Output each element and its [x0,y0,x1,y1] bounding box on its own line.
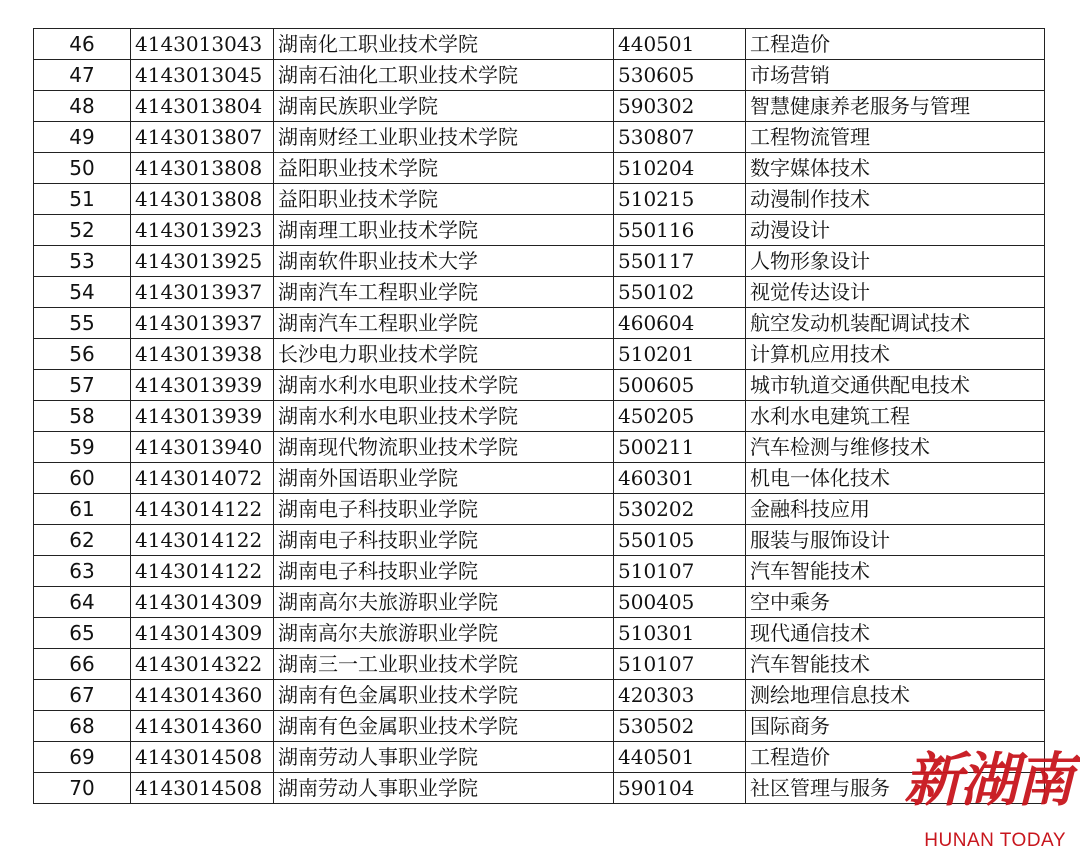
school-major-table [33,28,1045,804]
major-name-cell: 动漫制作技术 [746,184,1045,215]
row-number: 68 [34,711,131,742]
school-name-cell: 湖南化工职业技术学院 [274,29,614,60]
school-code-cell: 4143013807 [131,122,274,153]
school-code-cell: 4143014309 [131,618,274,649]
school-code-cell: 4143014360 [131,711,274,742]
table-row [34,308,1045,339]
school-name-cell: 湖南高尔夫旅游职业学院 [274,587,614,618]
school-name-cell: 湖南有色金属职业技术学院 [274,680,614,711]
school-name-cell: 长沙电力职业技术学院 [274,339,614,370]
school-name-cell: 湖南电子科技职业学院 [274,525,614,556]
major-name-cell: 汽车检测与维修技术 [746,432,1045,463]
row-number: 57 [34,370,131,401]
row-number: 70 [34,773,131,804]
table-row [34,525,1045,556]
major-name-cell: 机电一体化技术 [746,463,1045,494]
table-row [34,649,1045,680]
row-number: 48 [34,91,131,122]
table-row [34,60,1045,91]
table-row [34,587,1045,618]
major-name-cell: 市场营销 [746,60,1045,91]
row-number: 69 [34,742,131,773]
school-name-cell: 湖南外国语职业学院 [274,463,614,494]
table-row [34,153,1045,184]
major-name-cell: 金融科技应用 [746,494,1045,525]
major-name-cell: 社区管理与服务 [746,773,1045,804]
school-code-cell: 4143013937 [131,308,274,339]
row-number: 64 [34,587,131,618]
major-code-cell: 510215 [614,184,746,215]
row-number: 56 [34,339,131,370]
table-row [34,29,1045,60]
row-number: 46 [34,29,131,60]
major-code-cell: 450205 [614,401,746,432]
major-code-cell: 550105 [614,525,746,556]
major-code-cell: 510204 [614,153,746,184]
school-name-cell: 湖南电子科技职业学院 [274,556,614,587]
school-code-cell: 4143014122 [131,494,274,525]
school-name-cell: 湖南理工职业技术学院 [274,215,614,246]
major-code-cell: 460604 [614,308,746,339]
major-code-cell: 590302 [614,91,746,122]
table-row [34,556,1045,587]
school-code-cell: 4143014309 [131,587,274,618]
school-code-cell: 4143014072 [131,463,274,494]
table-row [34,463,1045,494]
watermark-brand-en: HUNAN TODAY [924,830,1066,851]
school-name-cell: 湖南软件职业技术大学 [274,246,614,277]
row-number: 52 [34,215,131,246]
school-code-cell: 4143013923 [131,215,274,246]
document-sheet [33,28,1045,804]
major-name-cell: 视觉传达设计 [746,277,1045,308]
table-row [34,370,1045,401]
major-code-cell: 500405 [614,587,746,618]
major-code-cell: 500605 [614,370,746,401]
school-name-cell: 湖南电子科技职业学院 [274,494,614,525]
row-number: 59 [34,432,131,463]
school-code-cell: 4143013804 [131,91,274,122]
major-code-cell: 530202 [614,494,746,525]
school-name-cell: 湖南有色金属职业技术学院 [274,711,614,742]
table-body [34,29,1045,804]
major-name-cell: 国际商务 [746,711,1045,742]
row-number: 53 [34,246,131,277]
row-number: 54 [34,277,131,308]
major-code-cell: 440501 [614,742,746,773]
table-row [34,401,1045,432]
row-number: 67 [34,680,131,711]
school-name-cell: 湖南现代物流职业技术学院 [274,432,614,463]
school-name-cell: 湖南汽车工程职业学院 [274,277,614,308]
major-code-cell: 500211 [614,432,746,463]
major-code-cell: 420303 [614,680,746,711]
row-number: 66 [34,649,131,680]
major-name-cell: 测绘地理信息技术 [746,680,1045,711]
major-code-cell: 550117 [614,246,746,277]
school-name-cell: 湖南劳动人事职业学院 [274,742,614,773]
school-code-cell: 4143013808 [131,184,274,215]
major-code-cell: 590104 [614,773,746,804]
school-name-cell: 湖南三一工业职业技术学院 [274,649,614,680]
major-code-cell: 530807 [614,122,746,153]
row-number: 65 [34,618,131,649]
table-row [34,339,1045,370]
school-code-cell: 4143014322 [131,649,274,680]
major-code-cell: 440501 [614,29,746,60]
major-name-cell: 水利水电建筑工程 [746,401,1045,432]
major-name-cell: 工程造价 [746,742,1045,773]
table-row [34,277,1045,308]
school-code-cell: 4143014122 [131,525,274,556]
major-code-cell: 510301 [614,618,746,649]
table-row [34,680,1045,711]
major-name-cell: 空中乘务 [746,587,1045,618]
school-code-cell: 4143013939 [131,370,274,401]
school-name-cell: 湖南水利水电职业技术学院 [274,370,614,401]
row-number: 47 [34,60,131,91]
table-row [34,122,1045,153]
school-name-cell: 益阳职业技术学院 [274,153,614,184]
major-name-cell: 现代通信技术 [746,618,1045,649]
school-code-cell: 4143013925 [131,246,274,277]
major-code-cell: 510107 [614,556,746,587]
major-name-cell: 城市轨道交通供配电技术 [746,370,1045,401]
school-code-cell: 4143013939 [131,401,274,432]
school-name-cell: 湖南劳动人事职业学院 [274,773,614,804]
row-number: 61 [34,494,131,525]
major-name-cell: 人物形象设计 [746,246,1045,277]
school-code-cell: 4143013938 [131,339,274,370]
row-number: 62 [34,525,131,556]
major-code-cell: 530502 [614,711,746,742]
major-name-cell: 工程造价 [746,29,1045,60]
school-code-cell: 4143014508 [131,742,274,773]
major-name-cell: 计算机应用技术 [746,339,1045,370]
row-number: 63 [34,556,131,587]
major-name-cell: 数字媒体技术 [746,153,1045,184]
major-code-cell: 550116 [614,215,746,246]
major-name-cell: 汽车智能技术 [746,649,1045,680]
school-name-cell: 湖南水利水电职业技术学院 [274,401,614,432]
school-code-cell: 4143013940 [131,432,274,463]
watermark-brand-cn: 新湖南 [903,746,1072,814]
school-code-cell: 4143013937 [131,277,274,308]
table-row [34,91,1045,122]
row-number: 51 [34,184,131,215]
school-code-cell: 4143013045 [131,60,274,91]
school-code-cell: 4143013043 [131,29,274,60]
row-number: 49 [34,122,131,153]
major-name-cell: 智慧健康养老服务与管理 [746,91,1045,122]
school-code-cell: 4143014508 [131,773,274,804]
table-row [34,773,1045,804]
school-name-cell: 湖南民族职业学院 [274,91,614,122]
hunan-today-watermark [902,744,1074,856]
row-number: 60 [34,463,131,494]
row-number: 50 [34,153,131,184]
table-row [34,246,1045,277]
table-row [34,742,1045,773]
table-row [34,215,1045,246]
school-name-cell: 湖南财经工业职业技术学院 [274,122,614,153]
table-row [34,494,1045,525]
major-code-cell: 530605 [614,60,746,91]
major-name-cell: 工程物流管理 [746,122,1045,153]
major-name-cell: 服装与服饰设计 [746,525,1045,556]
table-row [34,184,1045,215]
school-name-cell: 湖南高尔夫旅游职业学院 [274,618,614,649]
school-code-cell: 4143013808 [131,153,274,184]
major-code-cell: 510201 [614,339,746,370]
school-name-cell: 益阳职业技术学院 [274,184,614,215]
major-name-cell: 航空发动机装配调试技术 [746,308,1045,339]
school-code-cell: 4143014122 [131,556,274,587]
row-number: 58 [34,401,131,432]
table-row [34,618,1045,649]
major-name-cell: 动漫设计 [746,215,1045,246]
school-name-cell: 湖南石油化工职业技术学院 [274,60,614,91]
major-name-cell: 汽车智能技术 [746,556,1045,587]
table-row [34,711,1045,742]
school-name-cell: 湖南汽车工程职业学院 [274,308,614,339]
row-number: 55 [34,308,131,339]
major-code-cell: 460301 [614,463,746,494]
table-row [34,432,1045,463]
major-code-cell: 510107 [614,649,746,680]
school-code-cell: 4143014360 [131,680,274,711]
major-code-cell: 550102 [614,277,746,308]
